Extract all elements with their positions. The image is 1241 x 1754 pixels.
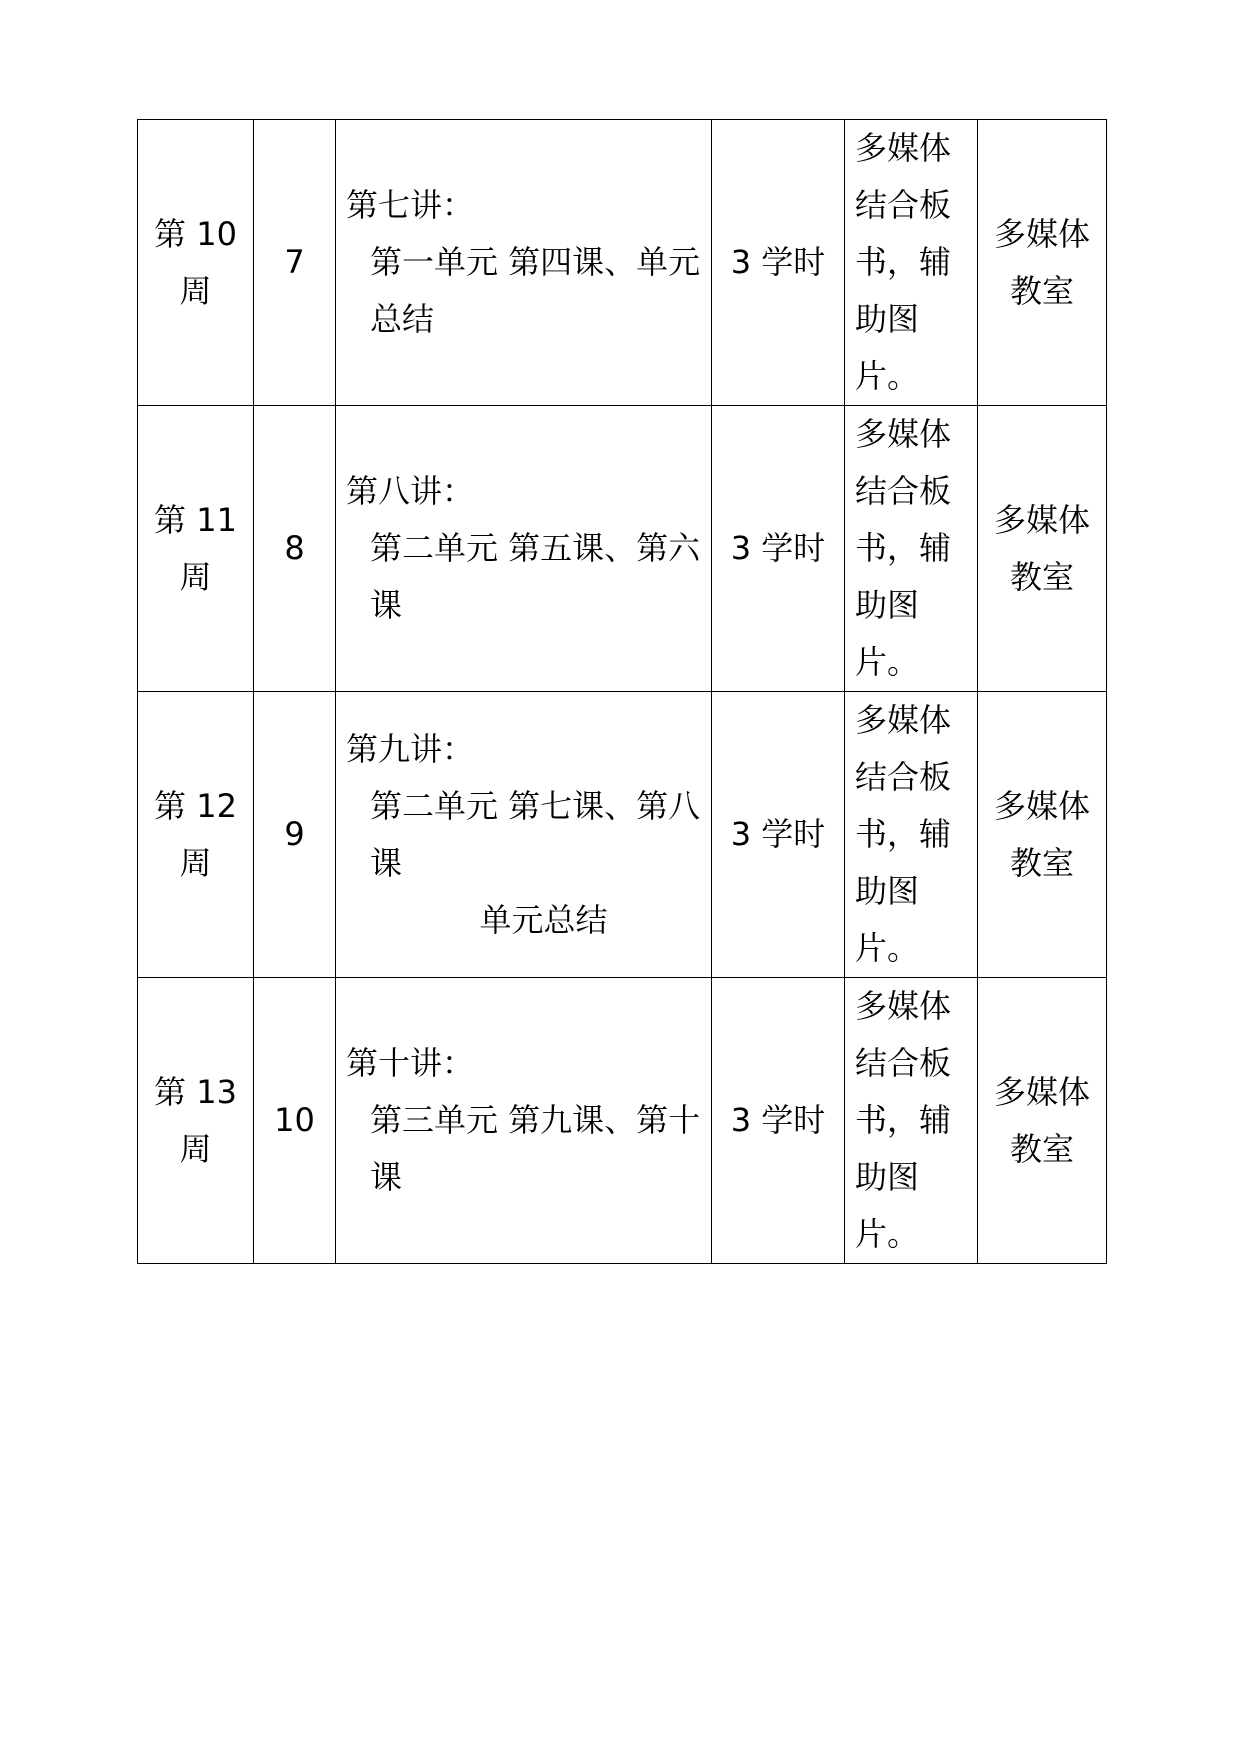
method-cell: 多媒体结合板书，辅助图片。 [845,978,978,1264]
lecture-title: 第十讲： [346,1044,475,1082]
hours-cell: 3 学时 [712,692,845,978]
content-cell [336,406,712,692]
week-cell: 第 12 周 [138,692,254,978]
table-row [138,692,1107,978]
content-cell [336,120,712,406]
schedule-body [138,120,1107,1264]
method-cell: 多媒体结合板书，辅助图片。 [845,692,978,978]
venue-cell: 多媒体教室 [978,978,1107,1264]
schedule-table [137,119,1107,1264]
venue-cell: 多媒体教室 [978,120,1107,406]
lecture-title: 第七讲： [346,186,475,224]
hours-cell: 3 学时 [712,978,845,1264]
table-row [138,978,1107,1264]
session-number-cell: 10 [254,978,336,1264]
week-cell: 第 10 周 [138,120,254,406]
unit-text: 第二单元 第七课、第八课 [370,786,701,882]
session-number-cell: 8 [254,406,336,692]
table-row [138,120,1107,406]
content-cell [336,978,712,1264]
hours-cell: 3 学时 [712,406,845,692]
table-row [138,406,1107,692]
hours-cell: 3 学时 [712,120,845,406]
venue-cell: 多媒体教室 [978,406,1107,692]
unit-text: 第三单元 第九课、第十课 [370,1101,701,1196]
session-number-cell: 7 [254,120,336,406]
venue-cell: 多媒体教室 [978,692,1107,978]
week-cell: 第 13 周 [138,978,254,1264]
method-cell: 多媒体结合板书，辅助图片。 [845,120,978,406]
content-cell [336,692,712,978]
unit-text: 第二单元 第五课、第六课 [370,529,701,624]
lecture-title: 第九讲： [346,729,475,768]
session-number-cell: 9 [254,692,336,978]
unit-text: 第一单元 第四课、单元总结 [370,243,701,338]
week-cell: 第 11 周 [138,406,254,692]
unit-summary-text: 单元总结 [479,900,608,939]
method-cell: 多媒体结合板书，辅助图片。 [845,406,978,692]
lecture-title: 第八讲： [346,472,475,510]
